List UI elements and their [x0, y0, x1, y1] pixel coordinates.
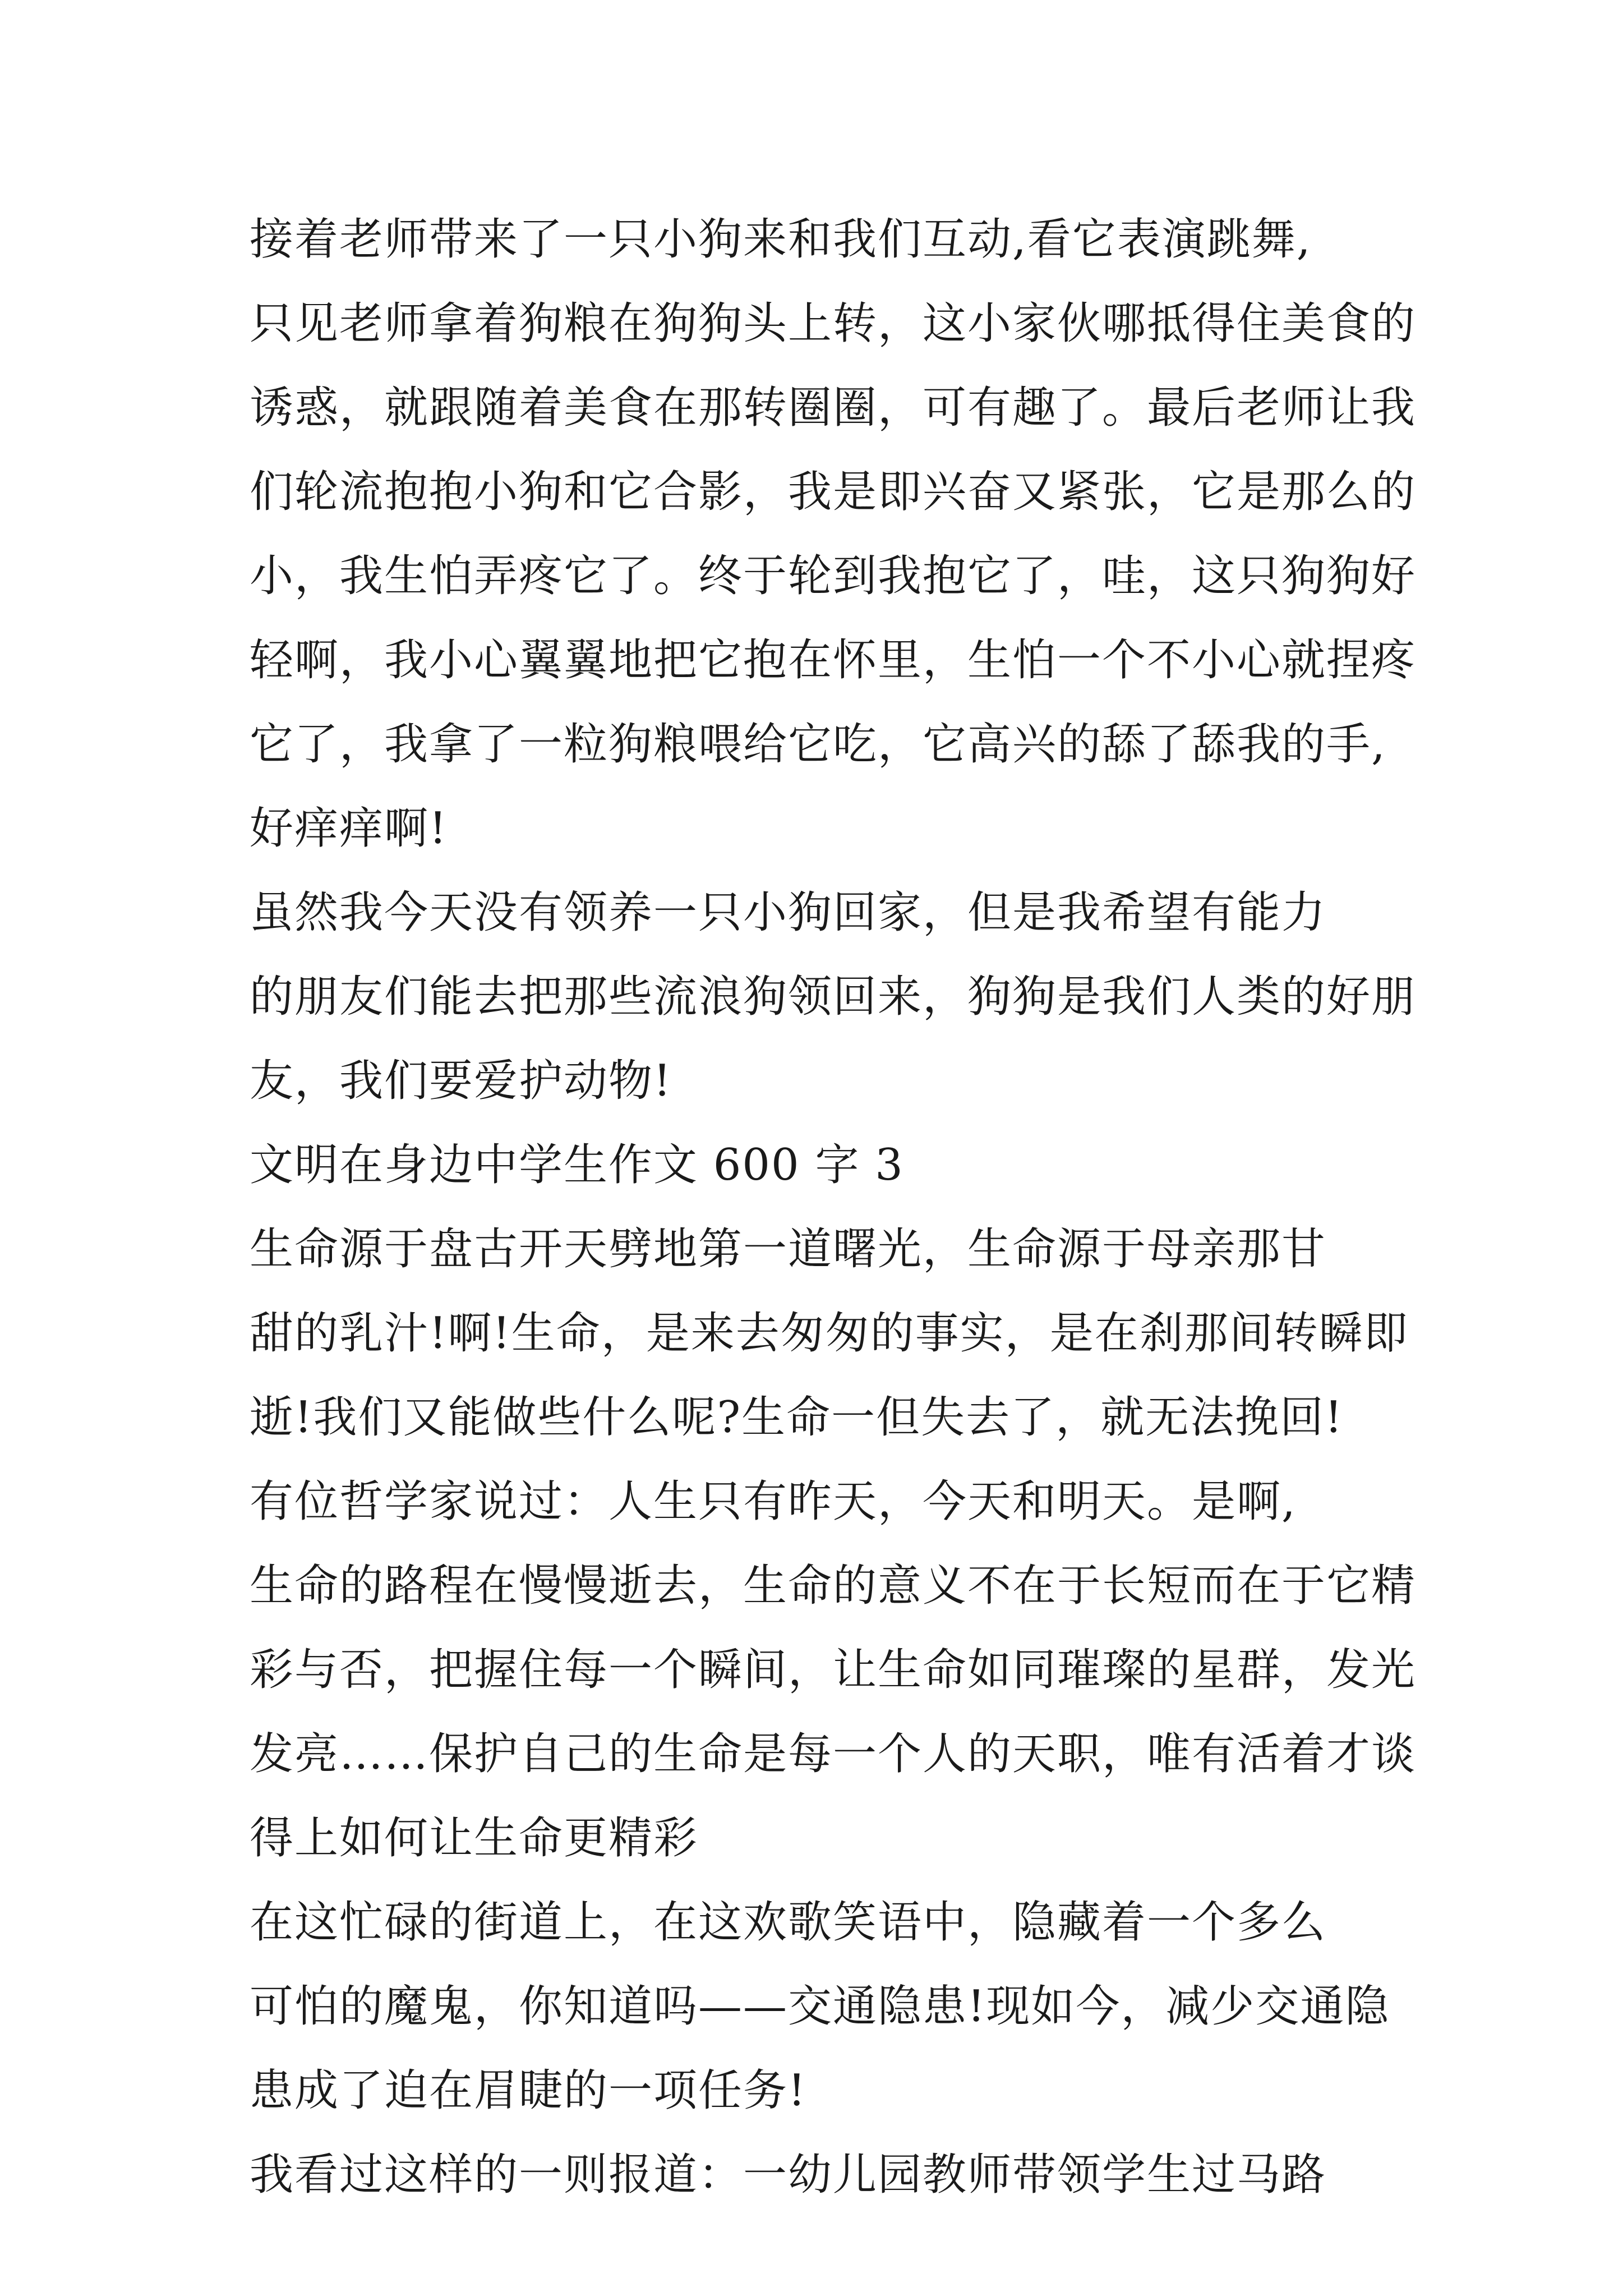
- text-line: 它了，我拿了一粒狗粮喂给它吃，它高兴的舔了舔我的手,: [250, 719, 1386, 770]
- text-line: 轻啊，我小心翼翼地把它抱在怀里，生怕一个不小心就捏疼: [250, 635, 1417, 685]
- text-line: 有位哲学家说过：人生只有昨天，今天和明天。是啊,: [250, 1476, 1297, 1527]
- text-line: 只见老师拿着狗粮在狗狗头上转，这小家伙哪抵得住美食的: [250, 298, 1417, 349]
- section-heading: 文明在身边中学生作文 600 字 3: [250, 1140, 904, 1190]
- text-line: 生命的路程在慢慢逝去，生命的意义不在于长短而在于它精: [250, 1561, 1417, 1611]
- text-line: 友，我们要爱护动物!: [250, 1056, 672, 1106]
- text-line: 虽然我今天没有领养一只小狗回家，但是我希望有能力: [250, 887, 1327, 938]
- text-line: 接着老师带来了一只小狗来和我们互动,看它表演跳舞,: [250, 214, 1312, 265]
- text-line: 患成了迫在眉睫的一项任务!: [250, 2065, 807, 2116]
- text-line: 的朋友们能去把那些流浪狗领回来，狗狗是我们人类的好朋: [250, 972, 1417, 1022]
- text-line: 诱惑，就跟随着美食在那转圈圈，可有趣了。最后老师让我: [250, 383, 1417, 433]
- text-line: 生命源于盘古开天劈地第一道曙光，生命源于母亲那甘: [250, 1224, 1327, 1274]
- text-line: 甜的乳汁!啊!生命，是来去匆匆的事实，是在刹那间转瞬即: [250, 1308, 1409, 1359]
- text-line: 得上如何让生命更精彩: [250, 1813, 699, 1864]
- text-line: 我看过这样的一则报道：一幼儿园教师带领学生过马路: [250, 2150, 1327, 2200]
- text-line: 逝!我们又能做些什么呢?生命一但失去了，就无法挽回!: [250, 1392, 1344, 1443]
- text-line: 好痒痒啊!: [250, 803, 448, 854]
- text-line: 可怕的魔鬼，你知道吗——交通隐患!现如今，减少交通隐: [250, 1981, 1390, 2032]
- text-line: 发亮……保护自己的生命是每一个人的天职，唯有活着才谈: [250, 1729, 1417, 1779]
- text-line: 们轮流抱抱小狗和它合影，我是即兴奋又紧张，它是那么的: [250, 467, 1417, 517]
- text-line: 彩与否，把握住每一个瞬间，让生命如同璀璨的星群，发光: [250, 1645, 1417, 1695]
- text-line: 小，我生怕弄疼它了。终于轮到我抱它了，哇，这只狗狗好: [250, 551, 1417, 601]
- text-line: 在这忙碌的街道上，在这欢歌笑语中，隐藏着一个多么: [250, 1897, 1327, 1948]
